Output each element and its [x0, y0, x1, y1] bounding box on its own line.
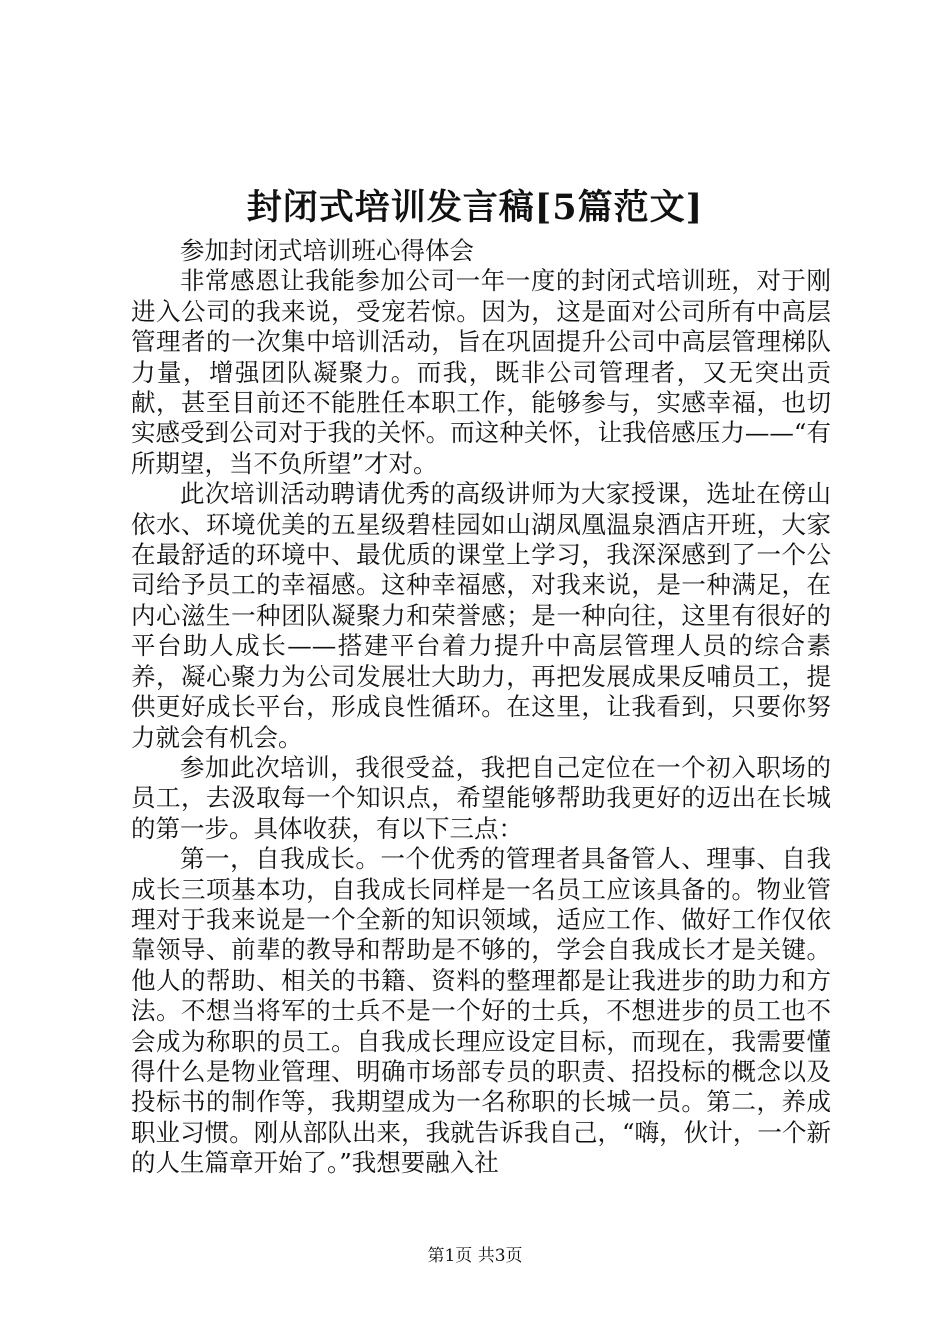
page-footer: 第1页 共3页	[427, 1246, 523, 1266]
paragraph: 非常感恩让我能参加公司一年一度的封闭式培训班，对于刚进入公司的我来说，受宠若惊。因为，这是面对公司所有中高层管理者的一次集中培训活动，旨在巩固提升公司中高层管理梯队力量，增强团队凝聚力。而我，既非公司管理者，又无突出贡献，甚至目前还不能胜任本职工作，能够参与，实感幸福，也切实感受到公司对于我的关怀。而这种关怀，让我倍感压力——“有所期望，当不负所望”才对。	[131, 266, 831, 478]
paragraph: 此次培训活动聘请优秀的高级讲师为大家授课，选址在傍山依水、环境优美的五星级碧桂园如山湖凤凰温泉酒店开班，大家在最舒适的环境中、最优质的课堂上学习，我深深感到了一个公司给予员工的幸福感。这种幸福感，对我来说，是一种满足，在内心滋生一种团队凝聚力和荣誉感；是一种向往，这里有很好的平台助人成长——搭建平台着力提升中高层管理人员的综合素养，凝心聚力为公司发展壮大助力，再把发展成果反哺员工，提供更好成长平台，形成良性循环。在这里，让我看到，只要你努力就会有机会。	[131, 479, 831, 752]
document-body	[131, 236, 831, 1179]
section-subtitle: 参加封闭式培训班心得体会	[180, 236, 474, 265]
paragraph: 参加此次培训，我很受益，我把自己定位在一个初入职场的员工，去汲取每一个知识点，希望能够帮助我更好的迈出在长城的第一步。具体收获，有以下三点：	[131, 752, 831, 843]
paragraph: 第一，自我成长。一个优秀的管理者具备管人、理事、自我成长三项基本功，自我成长同样是一名员工应该具备的。物业管理对于我来说是一个全新的知识领域，适应工作、做好工作仅依靠领导、前辈的教导和帮助是不够的，学会自我成长才是关键。他人的帮助、相关的书籍、资料的整理都是让我进步的助力和方法。不想当将军的士兵不是一个好的士兵，不想进步的员工也不会成为称职的员工。自我成长理应设定目标，而现在，我需要懂得什么是物业管理、明确市场部专员的职责、招投标的概念以及投标书的制作等，我期望成为一名称职的长城一员。第二，养成职业习惯。刚从部队出来，我就告诉我自己，“嗨，伙计，一个新的人生篇章开始了。”我想要融入社	[131, 844, 831, 1178]
document-title: 封闭式培训发言稿[5篇范文]	[246, 187, 704, 228]
